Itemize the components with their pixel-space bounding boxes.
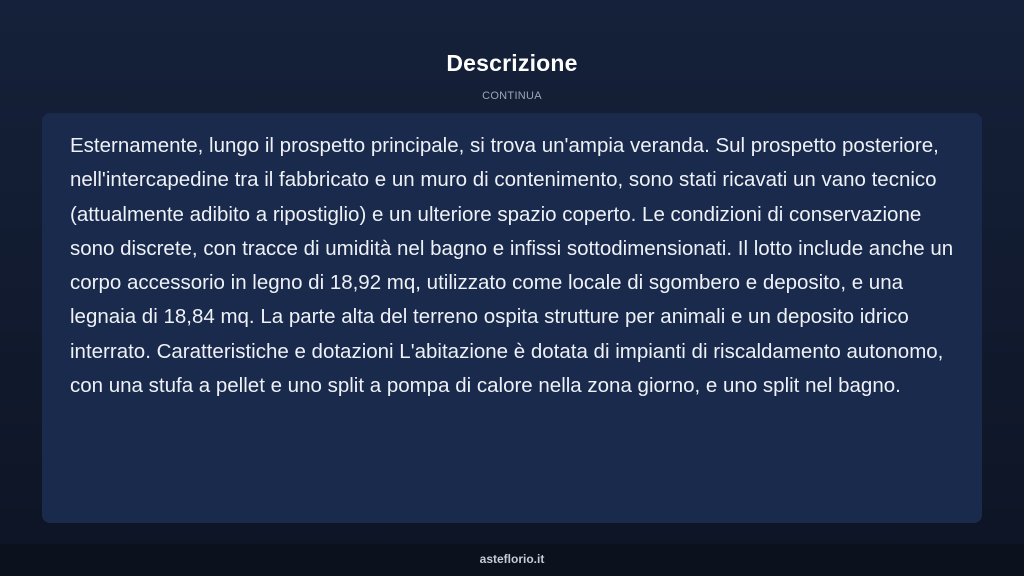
description-text: Esternamente, lungo il prospetto principale, si trova un'ampia veranda. Sul prospetto posteriore, nell'intercapedine tra il fabbricato e un muro di contenimento, sono stati ricavati un vano tecnico (attualmente adibito a ripostiglio) e un ulteriore spazio coperto. Le condizioni di conservazione sono discrete, con tracce di umidità nel bagno e infissi sottodimensionati. Il lotto include anche un corpo accessorio in legno di 18,92 mq, utilizzato come locale di sgombero e deposito, e una legnaia di 18,84 mq. La parte alta del terreno ospita strutture per animali e un deposito idrico interrato. Caratteristiche e dotazioni L'abitazione è dotata di impianti di riscaldamento autonomo, con una stufa a pellet e uno split a pompa di calore nella zona giorno, e uno split nel bagno. [70,134,954,398]
description-card [42,113,982,523]
page-subtitle: CONTINUA [482,90,542,102]
site-watermark: asteflorio.it [479,552,545,566]
footer-bar [0,544,1024,576]
page-title: Descrizione [446,50,578,76]
